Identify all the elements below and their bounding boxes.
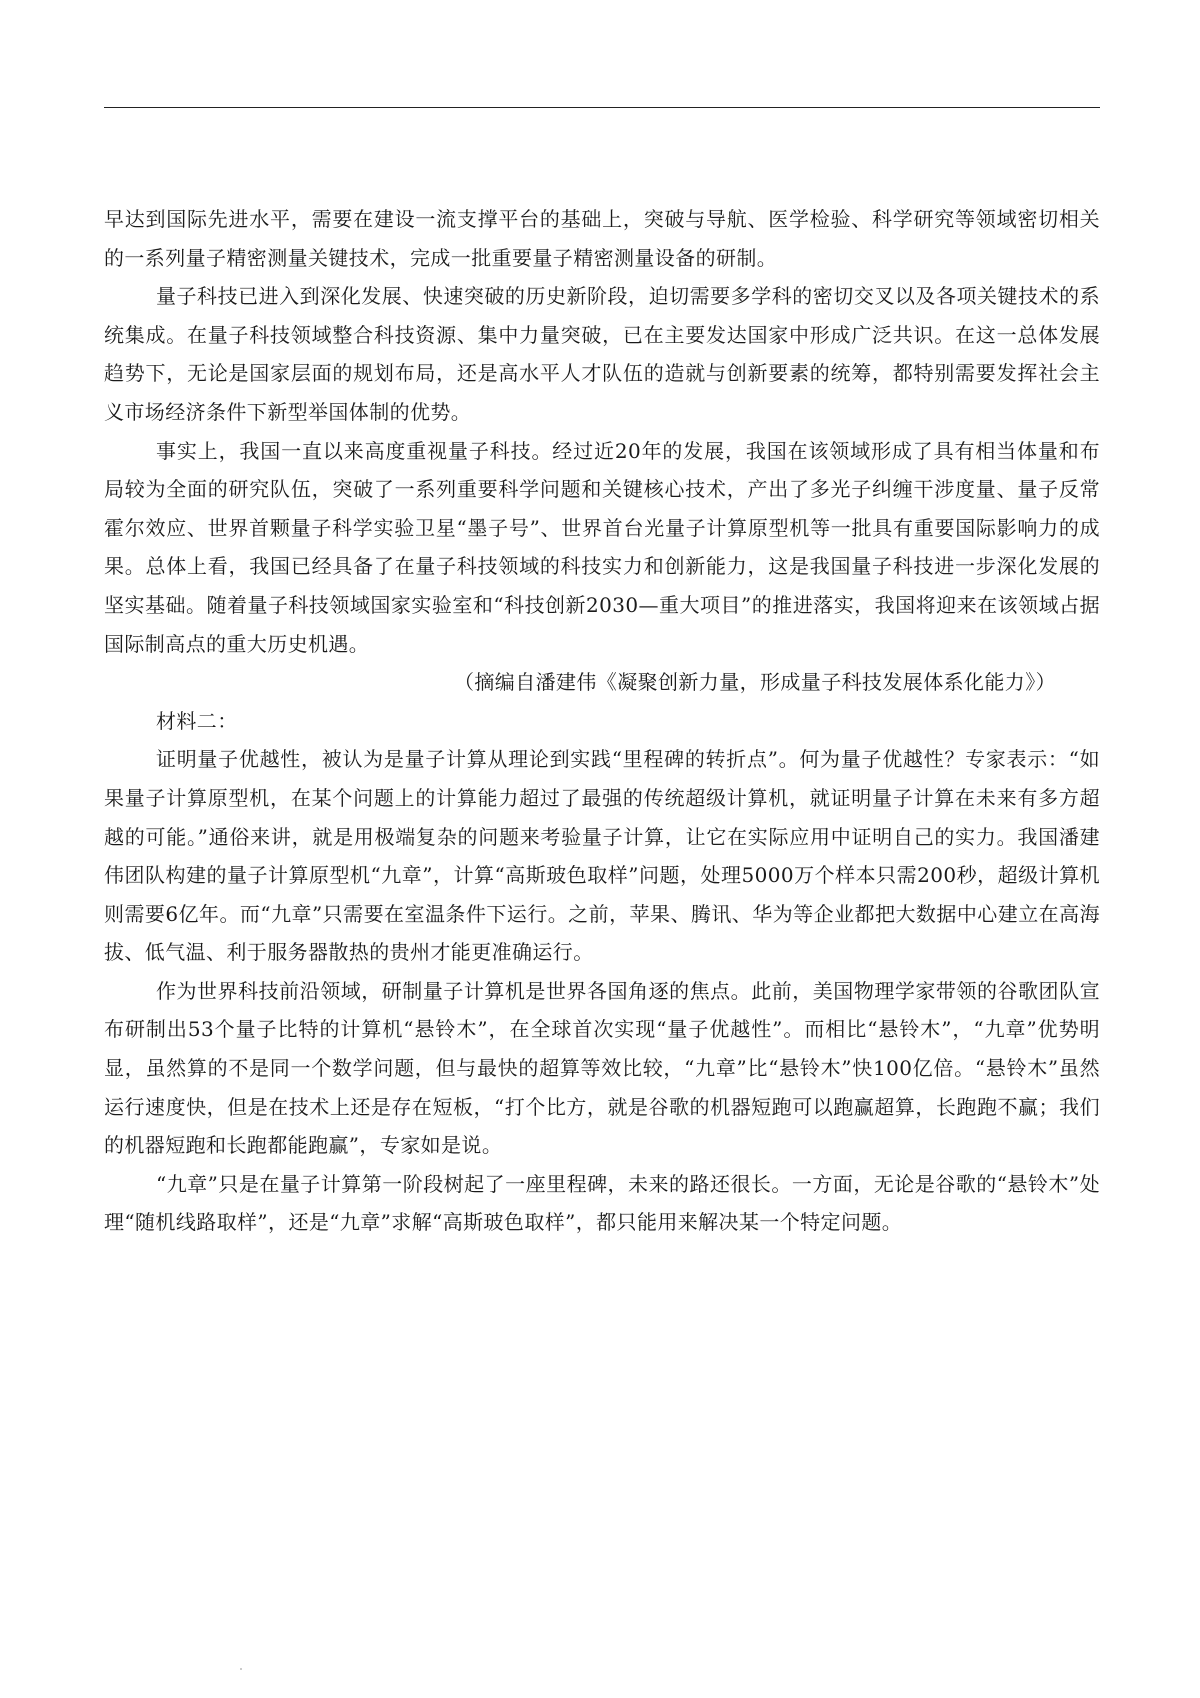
paragraph: 事实上，我国一直以来高度重视量子科技。经过近20年的发展，我国在该领域形成了具有相当体量和布局较为全面的研究队伍，突破了一系列重要科学问题和关键核心技术，产出了多光子纠缠干涉度量、量子反常霍尔效应、世界首颗量子科学实验卫星“墨子号”、世界首台光量子计算原型机等一批具有重要国际影响力的成果。总体上看，我国已经具备了在量子科技领域的科技实力和创新能力，这是我国量子科技进一步深化发展的坚实基础。随着量子科技领域国家实验室和“科技创新2030—重大项目”的推进落实，我国将迎来在该领域占据国际制高点的重大历史机遇。	[104, 438, 1100, 656]
header-rule	[104, 107, 1100, 108]
paragraph: 证明量子优越性，被认为是量子计算从理论到实践“里程碑的转折点”。何为量子优越性？专家表示：“如果量子计算原型机，在某个问题上的计算能力超过了最强的传统超级计算机，就证明量子计算在未来有多方超越的可能。”通俗来讲，就是用极端复杂的问题来考验量子计算，让它在实际应用中证明自己的实力。我国潘建伟团队构建的量子计算原型机“九章”，计算“高斯玻色取样”问题，处理5000万个样本只需200秒，超级计算机则需要6亿年。而“九章”只需要在室温条件下运行。之前，苹果、腾讯、华为等企业都把大数据中心建立在高海拔、低气温、利于服务器散热的贵州才能更准确运行。	[104, 747, 1100, 965]
paragraph: “九章”只是在量子计算第一阶段树起了一座里程碑，未来的路还很长。一方面，无论是谷歌的“悬铃木”处理“随机线路取样”，还是“九章”求解“高斯玻色取样”，都只能用来解决某一个特定问题。	[104, 1171, 1100, 1235]
paragraph: 量子科技已进入到深化发展、快速突破的历史新阶段，迫切需要多学科的密切交叉以及各项关键技术的系统集成。在量子科技领域整合科技资源、集中力量突破，已在主要发达国家中形成广泛共识。在这一总体发展趋势下，无论是国家层面的规划布局，还是高水平人才队伍的造就与创新要素的统筹，都特别需要发挥社会主义市场经济条件下新型举国体制的优势。	[104, 284, 1100, 424]
paragraph: 作为世界科技前沿领域，研制量子计算机是世界各国角逐的焦点。此前，美国物理学家带领的谷歌团队宣布研制出53个量子比特的计算机“悬铃木”，在全球首次实现“量子优越性”。而相比“悬铃木”，“九章”优势明显，虽然算的不是同一个数学问题，但与最快的超算等效比较，“九章”比“悬铃木”快100亿倍。“悬铃木”虽然运行速度快，但是在技术上还是存在短板，“打个比方，就是谷歌的机器短跑可以跑赢超算，长跑跑不赢；我们的机器短跑和长跑都能跑赢”，专家如是说。	[104, 978, 1100, 1158]
source-citation: （摘编自潘建伟《凝聚创新力量，形成量子科技发展体系化能力》）	[454, 670, 1056, 695]
material-label: 材料二：	[156, 708, 238, 733]
paragraph-continuation: 早达到国际先进水平，需要在建设一流支撑平台的基础上，突破与导航、医学检验、科学研究等领域密切相关的一系列量子精密测量关键技术，完成一批重要量子精密测量设备的研制。	[104, 207, 1100, 270]
footer-mark	[240, 1668, 242, 1670]
document-body	[104, 200, 1100, 1242]
